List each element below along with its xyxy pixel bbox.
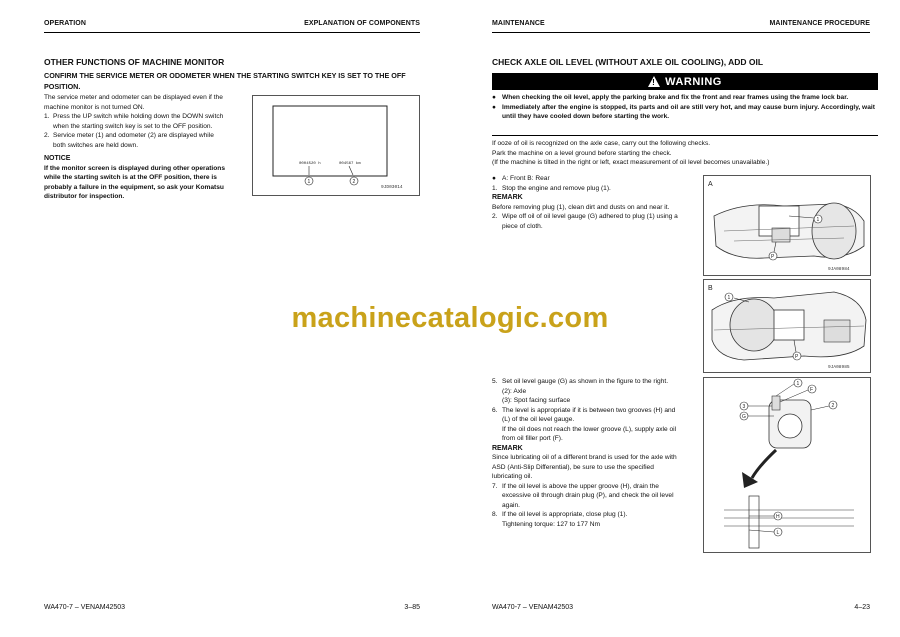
figure-label-b: B	[708, 285, 713, 292]
notice-heading: NOTICE	[44, 155, 71, 162]
list-item: 6. The level is appropriate if it is between two grooves (H) and (L) of the oil level gauge.	[492, 406, 678, 425]
intro-line: If ooze of oil is recognized on the axle case, carry out the following checks.	[492, 140, 711, 147]
figure-front-axle	[703, 175, 871, 276]
step-text: Set oil level gauge (G) as shown in the figure to the right.	[502, 378, 669, 385]
warning-label: WARNING	[665, 75, 722, 88]
monitor-figure	[252, 95, 420, 196]
warning-triangle-icon: !	[648, 76, 660, 87]
front-axle-drawing	[704, 176, 870, 275]
list-item	[44, 112, 226, 131]
callout-g: G	[742, 414, 746, 420]
step-extra: If the oil does not reach the lower groove (L), supply axle oil from oil filler port (F).	[502, 425, 677, 442]
callout-3: 3	[742, 404, 746, 410]
section-title: OTHER FUNCTIONS OF MACHINE MONITOR	[44, 57, 225, 67]
service-meter-readout: 0004520 h	[299, 162, 321, 166]
left-body	[44, 93, 226, 202]
left-header-section: OPERATION	[44, 20, 86, 27]
intro-paragraph: The service meter and odometer can be displayed even if the machine monitor is not turned ON.	[44, 94, 223, 111]
callout-1: 1	[727, 295, 731, 301]
steps-column-bottom	[492, 377, 678, 529]
right-footer-page: 4–23	[854, 604, 870, 611]
list-item: 1. Stop the engine and remove plug (1).	[492, 184, 611, 192]
callout-1: 1	[816, 217, 820, 223]
oil-gauge-drawing	[704, 378, 870, 552]
left-footer-page: 3–85	[404, 604, 420, 611]
tightening-torque: Tightening torque: 127 to 177 Nm	[502, 520, 600, 528]
figure-label-a: A	[708, 181, 713, 188]
remark-heading: REMARK	[492, 194, 523, 201]
figure-code: 9JA08984	[828, 267, 850, 272]
step-text: If the oil level is appropriate, close plug (1).	[502, 511, 628, 518]
list-item: ● A: Front B: Rear	[492, 175, 550, 182]
figure-code: 9JA08985	[828, 365, 850, 370]
remark-heading: REMARK	[492, 444, 523, 452]
callout-2: 2	[831, 403, 835, 409]
step-sub: (2): Axle	[502, 387, 527, 395]
notice-text: If the monitor screen is displayed during other operations while the starting switch is at the OFF position, there is probably a failure in the equipment, so ask your Komatsu distributor for inspection.	[44, 164, 225, 200]
view-legend: A: Front B: Rear	[502, 175, 550, 182]
step-sub: (3): Spot facing surface	[502, 397, 571, 404]
intro-text	[492, 139, 878, 168]
warning-item: Immediately after the engine is stopped, its parts and oil are still very hot, and may cause burn injury. Accordingly, wait until they have cooled down before starting the work.	[502, 103, 875, 120]
warning-text	[492, 93, 878, 122]
remark-text: Before removing plug (1), clean dirt and dusts on and near it.	[492, 203, 670, 211]
callout-p: P	[771, 254, 775, 260]
right-header-chapter: MAINTENANCE PROCEDURE	[769, 20, 870, 27]
monitor-figure-drawing	[253, 96, 419, 195]
step-number: 1.	[44, 113, 50, 120]
section-subtitle: CONFIRM THE SERVICE METER OR ODOMETER WHEN THE STARTING SWITCH KEY IS SET TO THE OFF POSITION.	[44, 71, 406, 91]
left-header-chapter: EXPLANATION OF COMPONENTS	[304, 20, 420, 27]
figure-oil-gauge	[703, 377, 871, 553]
steps-column-top	[492, 174, 678, 231]
steps-list	[44, 112, 226, 150]
list-item: 7. If the oil level is above the upper groove (H), drain the excessive oil through drain plug (P), and check the oil level again.	[492, 482, 678, 511]
procedure-title: CHECK AXLE OIL LEVEL (WITHOUT AXLE OIL COOLING), ADD OIL	[492, 57, 764, 67]
watermark-text: machinecatalogic.com	[291, 302, 609, 334]
intro-line: Park the machine on a level ground before starting the check.	[492, 149, 672, 157]
callout-1: 1	[796, 381, 800, 387]
callout-2: 2	[352, 179, 356, 185]
step-text: Stop the engine and remove plug (1).	[502, 184, 611, 192]
left-footer-model: WA470-7 – VENAM42503	[44, 604, 126, 611]
odometer-readout: 004567 km	[339, 162, 361, 166]
list-item: 2. Wipe off oil of oil level gauge (G) adhered to plug (1) using a piece of cloth.	[492, 213, 678, 230]
step-text: The level is appropriate if it is between two grooves (H) and (L) of the oil level gauge.	[502, 406, 676, 423]
callout-p: P	[795, 354, 799, 360]
step-text: Wipe off oil of oil level gauge (G) adhered to plug (1) using a piece of cloth.	[502, 213, 678, 230]
list-item: 8. If the oil level is appropriate, close plug (1).	[492, 511, 628, 518]
figure-code: 9JD03014	[381, 185, 403, 190]
step-text: Service meter (1) and odometer (2) are displayed while both switches are held down.	[53, 132, 214, 149]
intro-line: (If the machine is tilted in the right or left, exact measurement of oil level becomes unavailable.)	[492, 159, 770, 166]
callout-f: F	[810, 387, 814, 393]
right-header-section: MAINTENANCE	[492, 20, 545, 27]
step-number: 2.	[44, 132, 50, 139]
callout-l: L	[776, 530, 780, 536]
list-item: ● Immediately after the engine is stopped, its parts and oil are still very hot, and may cause burn injury. Accordingly, wait until they have cooled down before starting the work.	[492, 103, 878, 122]
remark-text: Since lubricating oil of a different brand is used for the axle with ASD (Anti-Slip Differential), be sure to use the specified lubricating oil.	[492, 454, 677, 480]
step-text: If the oil level is above the upper groove (H), drain the excessive oil through drain plug (P), and check the oil level again.	[502, 482, 674, 509]
step-text: Press the UP switch while holding down the DOWN switch when the starting switch key is set to the OFF position.	[53, 113, 224, 130]
right-header-rule	[492, 32, 870, 33]
warning-banner	[492, 73, 878, 90]
list-item: ● When checking the oil level, apply the parking brake and fix the front and rear frames using the frame lock bar.	[492, 94, 849, 101]
callout-1: 1	[307, 179, 311, 185]
warning-item: When checking the oil level, apply the parking brake and fix the front and rear frames using the frame lock bar.	[502, 94, 849, 101]
warning-divider	[492, 135, 878, 136]
callout-h: H	[776, 514, 780, 520]
list-item	[44, 131, 226, 150]
list-item: 5. Set oil level gauge (G) as shown in the figure to the right.	[492, 378, 669, 385]
left-header-rule	[44, 32, 420, 33]
right-footer-model: WA470-7 – VENAM42503	[492, 604, 574, 611]
